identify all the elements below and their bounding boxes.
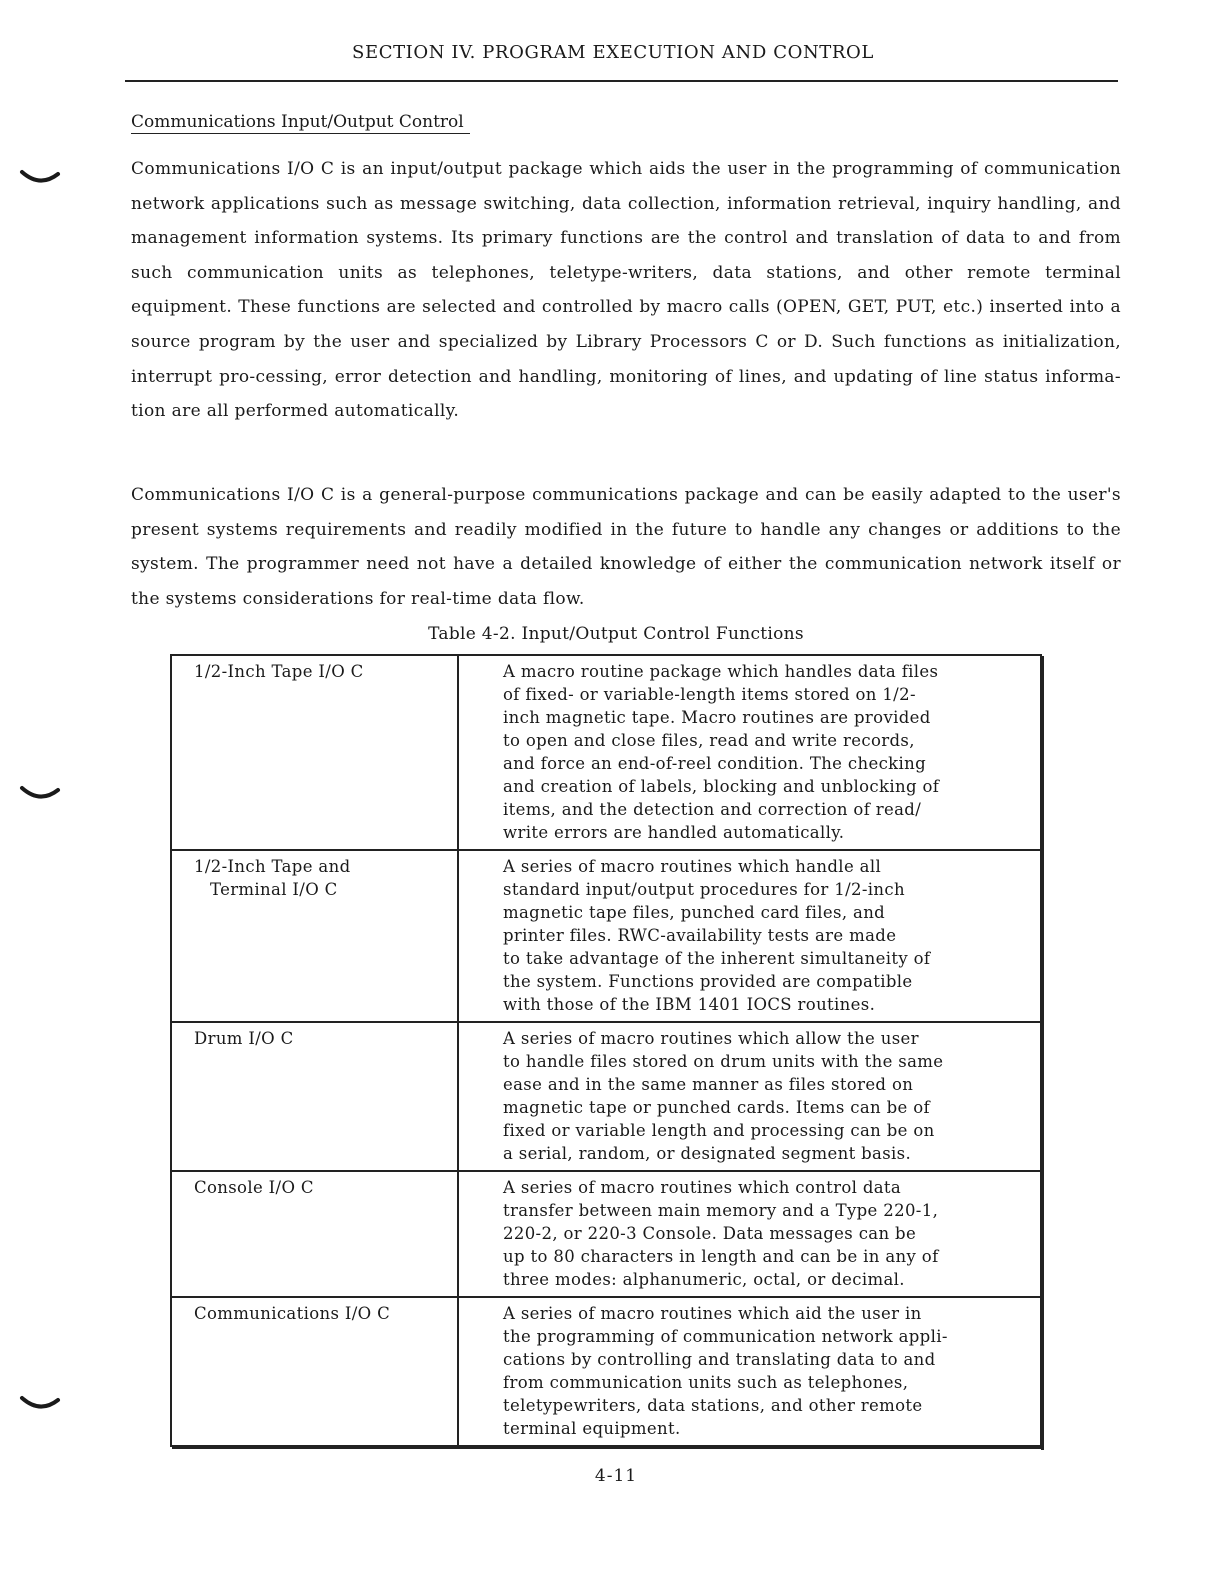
- description-line: 220-2, or 220-3 Console. Data messages can be: [503, 1224, 917, 1243]
- description-line: A macro routine package which handles data files: [503, 662, 939, 681]
- table-row: [171, 850, 1041, 1022]
- binder-ring-mark-bottom: [18, 1392, 62, 1414]
- description-line: of fixed- or variable-length items stored on 1/2-: [503, 685, 916, 704]
- description-line: to handle files stored on drum units with the same: [503, 1052, 944, 1071]
- table-shadow-bottom: [172, 1446, 1044, 1449]
- description-line: the system. Functions provided are compatible: [503, 972, 913, 991]
- function-description-cell: [458, 1022, 1041, 1171]
- page-number: 4-11: [594, 1466, 638, 1486]
- binder-ring-mark-top: [18, 166, 62, 188]
- description-line: a serial, random, or designated segment basis.: [503, 1144, 912, 1163]
- function-name: 1/2-Inch Tape and: [194, 857, 351, 876]
- body-paragraph-2: Communications I/O C is a general-purpose communications package and can be easily adapted to the user's present systems requirements and readily modified in the future to handle any changes or additions to the system. The programmer need not have a detailed knowledge of either the communication network itself or the systems considerations for real-time data flow.: [131, 485, 1121, 609]
- function-name: Communications I/O C: [194, 1304, 391, 1323]
- table-row: [171, 1297, 1041, 1446]
- description-line: transfer between main memory and a Type 220-1,: [503, 1201, 939, 1220]
- description-line: write errors are handled automatically.: [503, 823, 845, 842]
- table-row: [171, 1022, 1041, 1171]
- function-name-cell: [171, 1022, 458, 1171]
- function-name-cell: [171, 1297, 458, 1446]
- binder-ring-mark-middle: [18, 782, 62, 804]
- section-heading: Communications Input/Output Control: [131, 112, 470, 134]
- function-name: 1/2-Inch Tape I/O C: [194, 662, 364, 681]
- description-line: terminal equipment.: [503, 1419, 681, 1438]
- function-description-cell: [458, 655, 1041, 850]
- description-line: from communication units such as telephones,: [503, 1373, 909, 1392]
- description-line: cations by controlling and translating data to and: [503, 1350, 936, 1369]
- description-line: A series of macro routines which control data: [503, 1178, 902, 1197]
- table-shadow-right: [1041, 656, 1044, 1450]
- header-rule: [125, 80, 1118, 82]
- description-line: the programming of communication network appli-: [503, 1327, 948, 1346]
- description-line: magnetic tape or punched cards. Items can be of: [503, 1098, 930, 1117]
- function-name-cell: [171, 1171, 458, 1297]
- function-name: Console I/O C: [194, 1178, 314, 1197]
- description-line: inch magnetic tape. Macro routines are provided: [503, 708, 931, 727]
- description-line: with those of the IBM 1401 IOCS routines.: [503, 995, 876, 1014]
- description-line: magnetic tape files, punched card files, and: [503, 903, 886, 922]
- description-line: teletypewriters, data stations, and other remote: [503, 1396, 923, 1415]
- function-name-cell: [171, 655, 458, 850]
- description-line: up to 80 characters in length and can be in any of: [503, 1247, 939, 1266]
- function-description-cell: [458, 1297, 1041, 1446]
- description-line: A series of macro routines which handle all: [503, 857, 882, 876]
- table-row: [171, 1171, 1041, 1297]
- table-row: [171, 655, 1041, 850]
- description-line: fixed or variable length and processing can be on: [503, 1121, 935, 1140]
- page-header: SECTION IV. PROGRAM EXECUTION AND CONTROL: [352, 42, 874, 63]
- function-name-cell: [171, 850, 458, 1022]
- table-caption: Table 4-2. Input/Output Control Functions: [428, 624, 804, 644]
- description-line: printer files. RWC-availability tests are made: [503, 926, 897, 945]
- description-line: to open and close files, read and write records,: [503, 731, 915, 750]
- description-line: and force an end-of-reel condition. The checking: [503, 754, 927, 773]
- function-description-cell: [458, 1171, 1041, 1297]
- function-name-continued: Terminal I/O C: [210, 880, 338, 899]
- function-name: Drum I/O C: [194, 1029, 294, 1048]
- function-description-cell: [458, 850, 1041, 1022]
- description-line: and creation of labels, blocking and unblocking of: [503, 777, 940, 796]
- description-line: ease and in the same manner as files stored on: [503, 1075, 914, 1094]
- description-line: A series of macro routines which allow the user: [503, 1029, 919, 1048]
- description-line: three modes: alphanumeric, octal, or decimal.: [503, 1270, 905, 1289]
- body-paragraph-1: Communications I/O C is an input/output package which aids the user in the programming of communication network applications such as message switching, data collection, information retrieval, inquiry handling, and management information systems. Its primary functions are the control and translation of data to and from such communication units as telephones, teletype-writers, data stations, and other remote terminal equipment. These functions are selected and controlled by macro calls (OPEN, GET, PUT, etc.) inserted into a source program by the user and specialized by Library Processors C or D. Such functions as initialization, interrupt pro-cessing, error detection and handling, monitoring of lines, and updating of line status informa-tion are all performed automatically.: [131, 159, 1121, 422]
- description-line: items, and the detection and correction of read/: [503, 800, 922, 819]
- description-line: A series of macro routines which aid the user in: [503, 1304, 922, 1323]
- description-line: to take advantage of the inherent simultaneity of: [503, 949, 931, 968]
- io-control-functions-table: [170, 654, 1042, 1447]
- description-line: standard input/output procedures for 1/2-inch: [503, 880, 905, 899]
